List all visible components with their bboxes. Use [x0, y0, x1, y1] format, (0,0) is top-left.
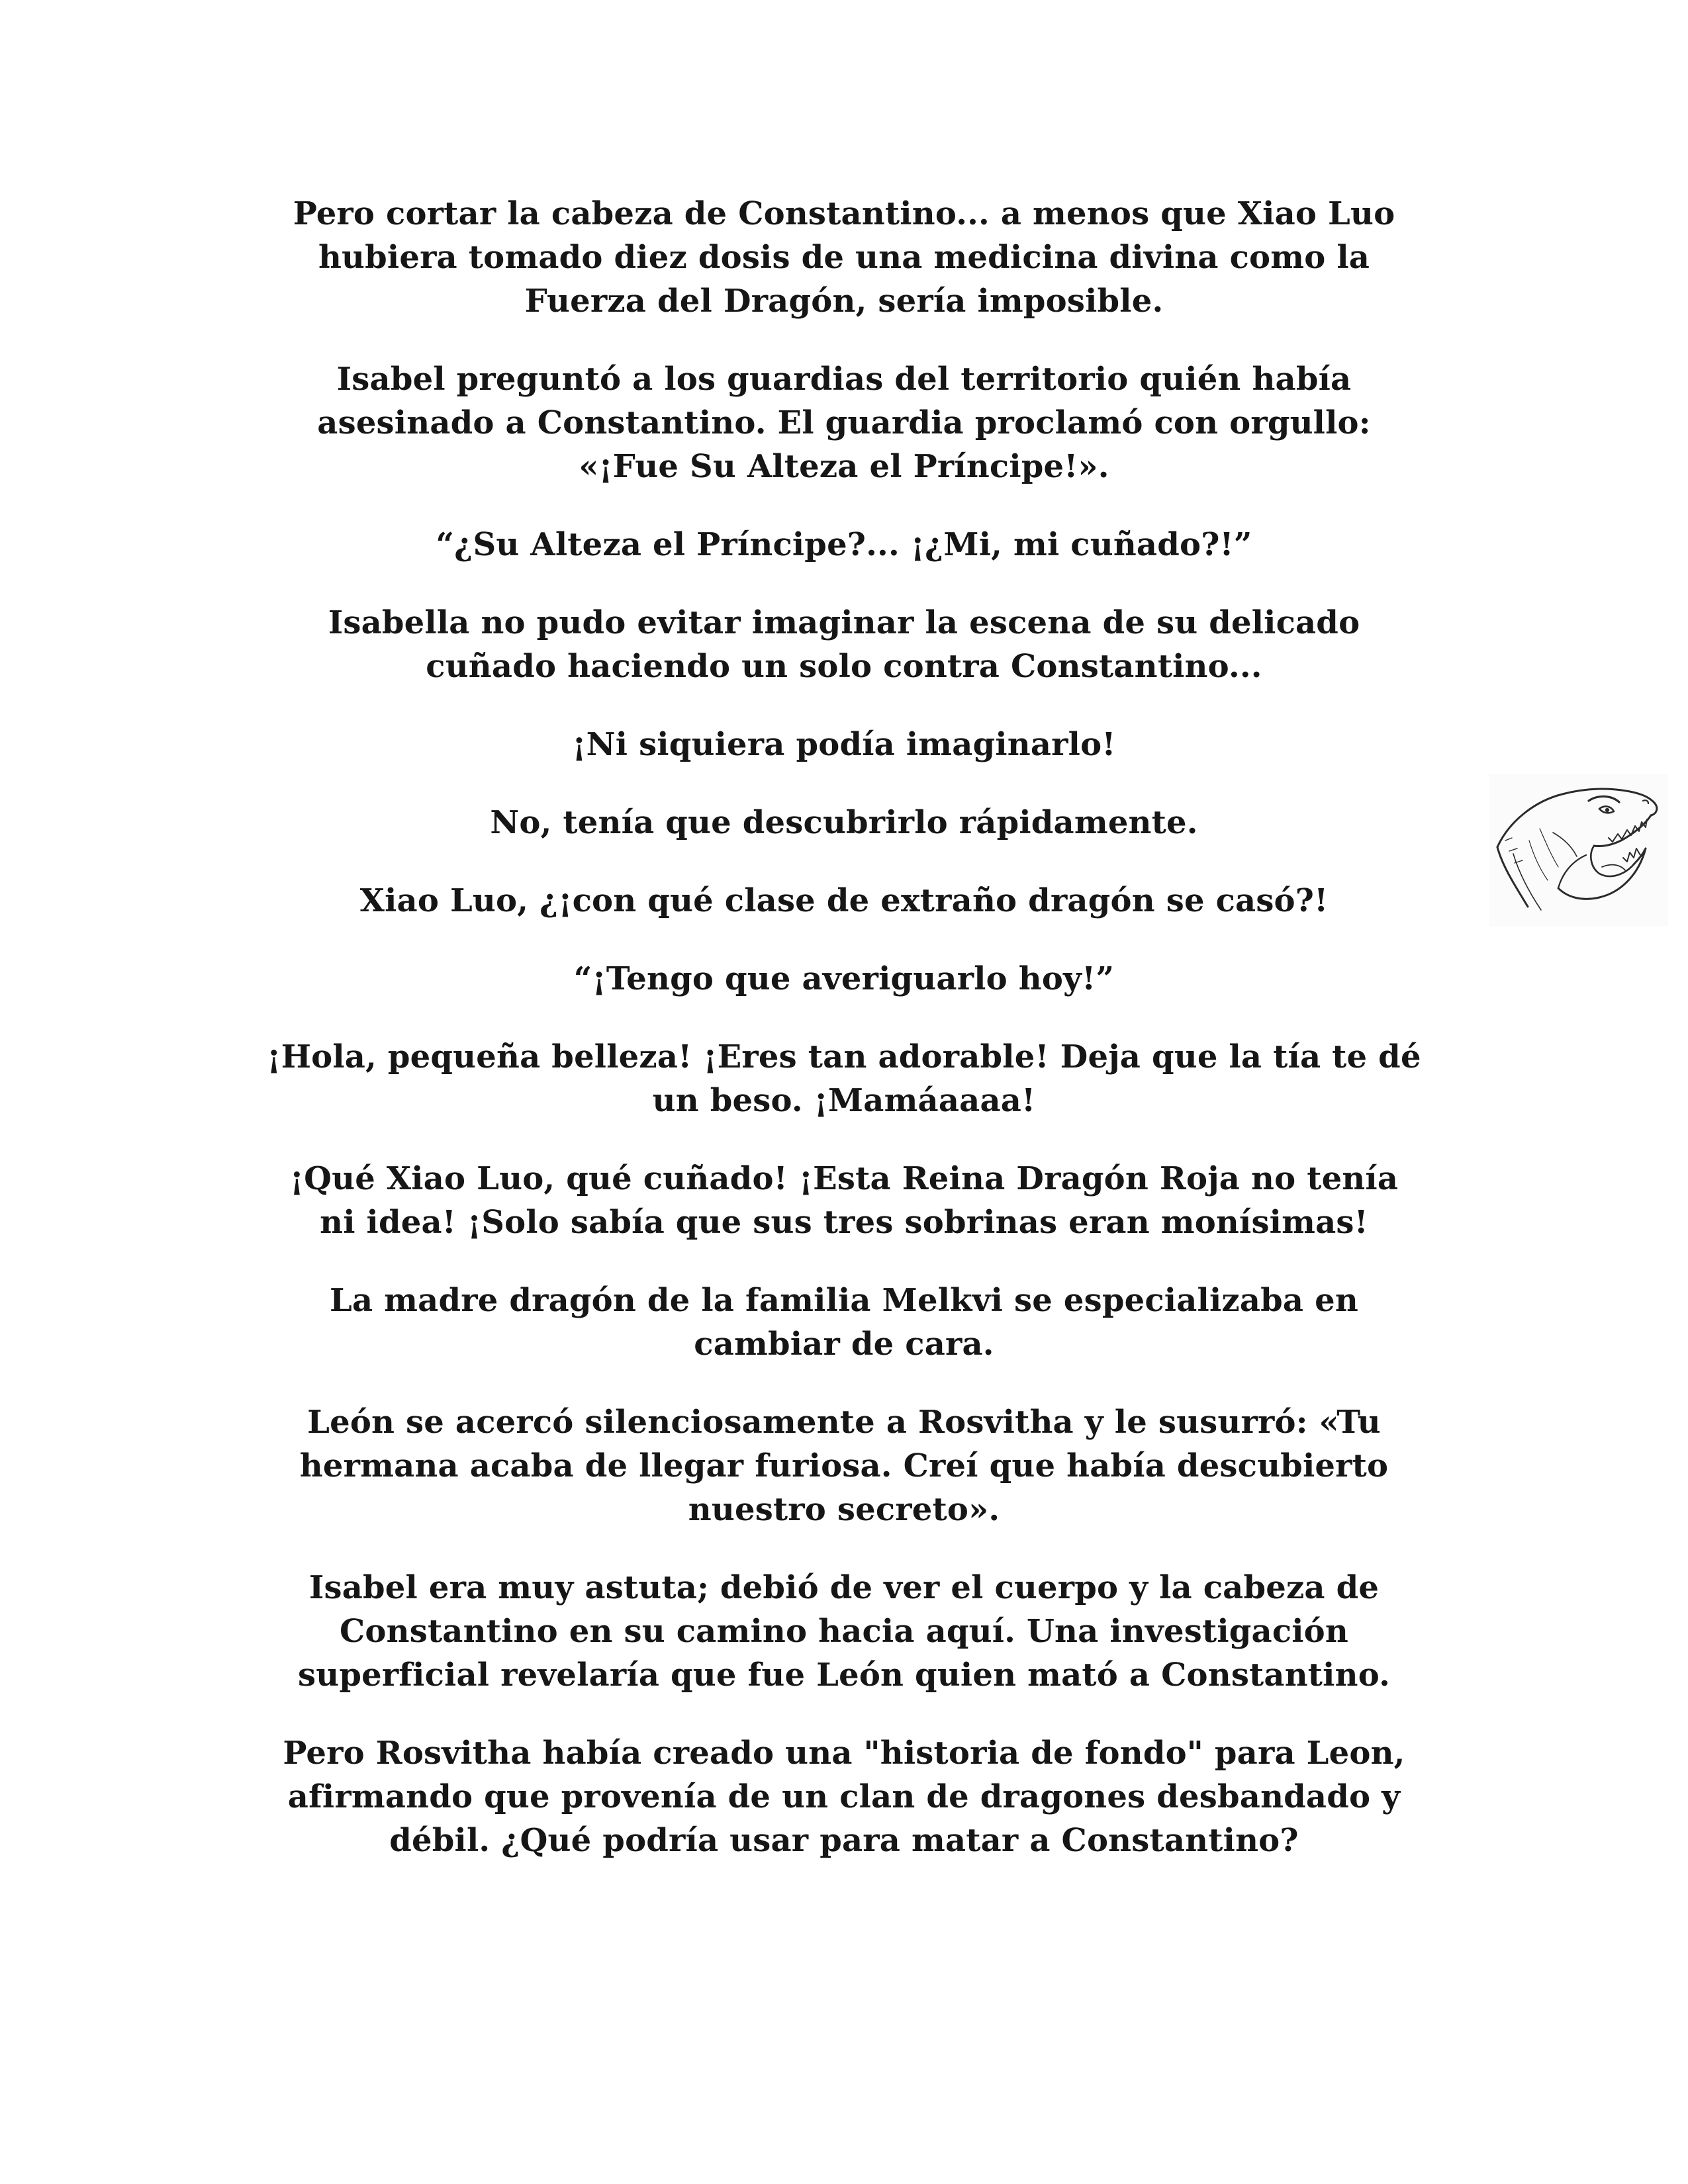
- text-line: un beso. ¡Mamáaaaa!: [652, 1082, 1036, 1119]
- paragraph-9: [218, 1035, 1470, 1122]
- text-line: León se acercó silenciosamente a Rosvitha y le susurró: «Tu: [307, 1404, 1381, 1441]
- paragraph-10: [218, 1157, 1470, 1244]
- text-line: Isabel preguntó a los guardias del territorio quién había: [336, 361, 1352, 398]
- text-line: superficial revelaría que fue León quien mató a Constantino.: [298, 1657, 1390, 1694]
- text-line: hermana acaba de llegar furiosa. Creí que había descubierto: [299, 1447, 1389, 1484]
- text-line: «¡Fue Su Alteza el Príncipe!».: [579, 448, 1109, 485]
- text-line: afirmando que provenía de un clan de dragones desbandado y: [287, 1778, 1401, 1815]
- text-line: Pero cortar la cabeza de Constantino... a menos que Xiao Luo: [293, 195, 1395, 232]
- text-line: Pero Rosvitha había creado una "historia de fondo" para Leon,: [283, 1735, 1405, 1772]
- paragraph-8: [218, 957, 1470, 1001]
- dragon-head-sketch-icon: [1489, 774, 1668, 927]
- text-line: No, tenía que descubrirlo rápidamente.: [490, 804, 1198, 841]
- text-line: ¡Hola, pequeña belleza! ¡Eres tan adorable! Deja que la tía te dé: [267, 1038, 1421, 1075]
- text-line: La madre dragón de la familia Melkvi se especializaba en: [330, 1282, 1358, 1319]
- text-line: Isabel era muy astuta; debió de ver el cuerpo y la cabeza de: [308, 1569, 1380, 1606]
- text-line: Isabella no pudo evitar imaginar la escena de su delicado: [328, 604, 1360, 641]
- text-line: Constantino en su camino hacia aquí. Una investigación: [340, 1613, 1348, 1650]
- paragraph-11: [218, 1279, 1470, 1366]
- text-line: cuñado haciendo un solo contra Constantino...: [426, 648, 1262, 685]
- paragraph-3: [218, 523, 1470, 567]
- paragraph-14: [218, 1731, 1470, 1862]
- text-line: débil. ¿Qué podría usar para matar a Constantino?: [389, 1822, 1299, 1859]
- paragraph-5: [218, 723, 1470, 766]
- text-line: ¡Qué Xiao Luo, qué cuñado! ¡Esta Reina Dragón Roja no tenía: [289, 1160, 1399, 1197]
- text-line: Fuerza del Dragón, sería imposible.: [524, 283, 1164, 320]
- paragraph-7: [218, 879, 1470, 923]
- text-line: asesinado a Constantino. El guardia proclamó con orgullo:: [317, 404, 1371, 441]
- text-line: Xiao Luo, ¿¡con qué clase de extraño dragón se casó?!: [359, 882, 1329, 919]
- paragraph-12: [218, 1400, 1470, 1531]
- text-line: nuestro secreto».: [688, 1491, 1000, 1528]
- text-line: “¡Tengo que averiguarlo hoy!”: [573, 960, 1115, 997]
- text-line: “¿Su Alteza el Príncipe?... ¡¿Mi, mi cuñado?!”: [436, 526, 1252, 563]
- paragraph-1: [218, 192, 1470, 323]
- paragraph-2: [218, 357, 1470, 488]
- text-line: hubiera tomado diez dosis de una medicina divina como la: [318, 239, 1370, 276]
- text-line: ¡Ni siquiera podía imaginarlo!: [572, 726, 1116, 763]
- story-text: [218, 192, 1470, 1897]
- text-line: ni idea! ¡Solo sabía que sus tres sobrinas eran monísimas!: [320, 1204, 1368, 1241]
- paragraph-6: [218, 801, 1470, 844]
- paragraph-13: [218, 1566, 1470, 1697]
- text-line: cambiar de cara.: [694, 1326, 994, 1363]
- paragraph-4: [218, 601, 1470, 688]
